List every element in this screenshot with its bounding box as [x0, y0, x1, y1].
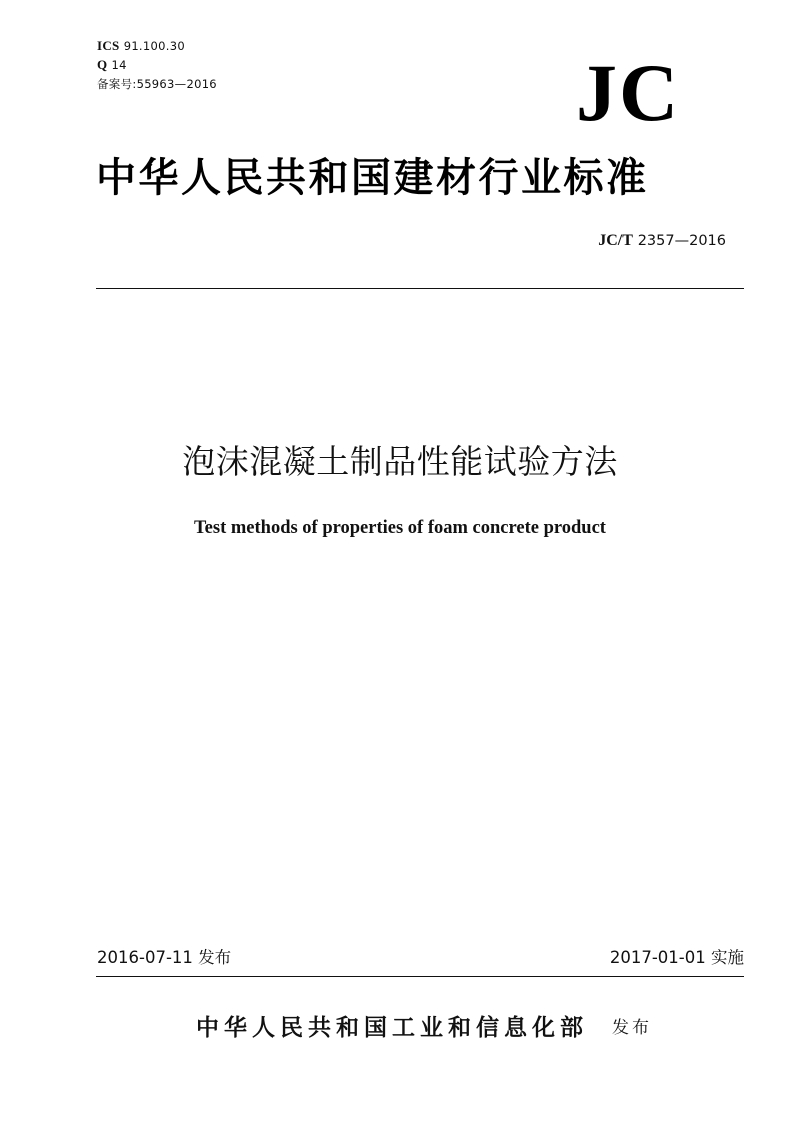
issue-date: 2016-07-11 发布: [97, 948, 232, 967]
standard-category-heading: 中华人民共和国建材行业标准: [96, 154, 649, 201]
record-label: 备案号:: [97, 77, 137, 91]
publisher-action: 发布: [612, 1018, 652, 1038]
top-divider: [96, 288, 744, 289]
ics-code: [97, 38, 185, 54]
record-number: [97, 76, 217, 92]
ccs-label: Q: [97, 57, 108, 72]
ics-label: ICS: [97, 38, 120, 53]
standard-number-value: 2357—2016: [637, 233, 726, 249]
ccs-code: [97, 57, 127, 73]
document-title-chinese: 泡沫混凝土制品性能试验方法: [182, 442, 618, 481]
ccs-value: 14: [111, 58, 127, 72]
implementation-date: 2017-01-01 实施: [609, 948, 744, 967]
standard-prefix: JC/T: [598, 232, 633, 249]
document-title-english: Test methods of properties of foam concrete product: [194, 518, 606, 538]
publisher-name: 中华人民共和国工业和信息化部: [196, 1014, 588, 1041]
ics-value: 91.100.30: [123, 39, 185, 53]
standard-number: [598, 230, 726, 251]
bottom-divider: [96, 976, 744, 977]
record-value: 55963—2016: [136, 77, 217, 91]
jc-logo: JC: [576, 47, 681, 138]
